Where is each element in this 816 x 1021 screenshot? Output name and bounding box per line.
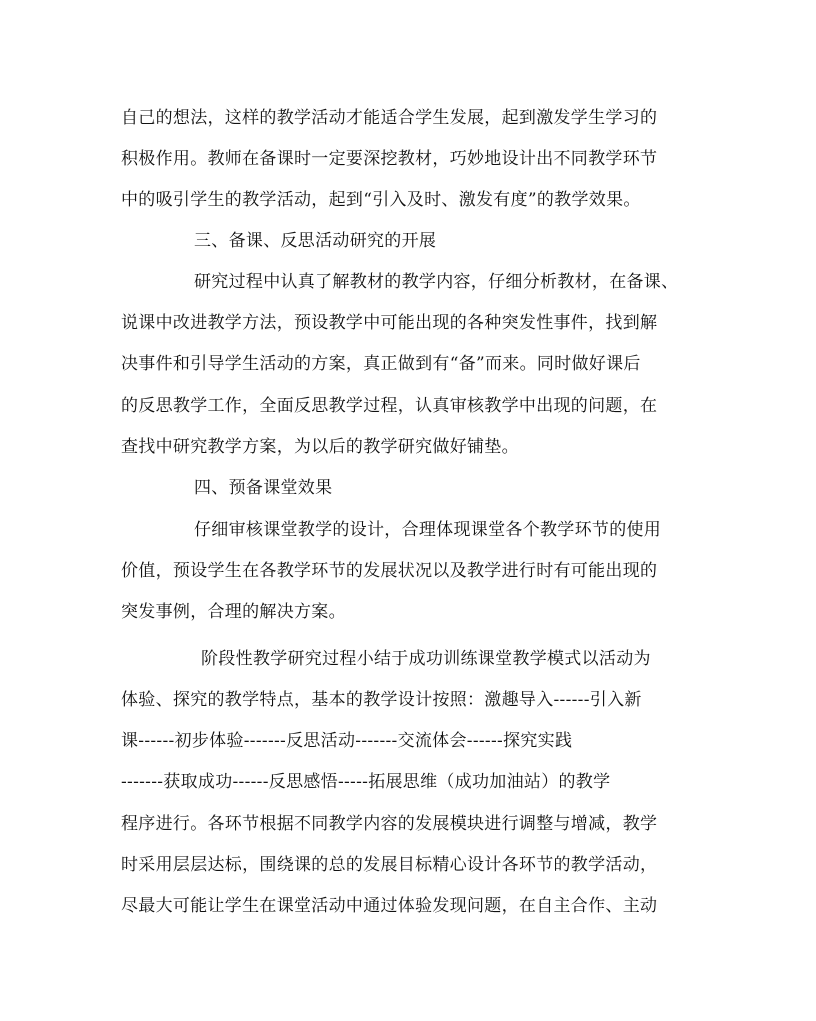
section-heading: 三、备课、反思活动研究的开展: [194, 231, 437, 251]
paragraph-line: 课------初步体验-------反思活动-------交流体会------探究实践: [121, 731, 573, 751]
paragraph-line: 时采用层层达标，围绕课的总的发展目标精心设计各环节的教学活动，: [121, 855, 658, 875]
paragraph-line: 体验、探究的教学特点，基本的教学设计按照：激趣导入------引入新: [121, 690, 642, 710]
paragraph-line: -------获取成功------反思感悟-----拓展思维（成功加油站）的教学: [121, 772, 611, 792]
paragraph-line: 说课中改进教学方法，预设教学中可能出现的各种突发性事件，找到解: [121, 313, 658, 333]
paragraph-line: 自己的想法，这样的教学活动才能适合学生发展，起到激发学生学习的: [121, 108, 658, 128]
paragraph-line: 价值，预设学生在各教学环节的发展状况以及教学进行时有可能出现的: [121, 561, 658, 581]
paragraph-line: 程序进行。各环节根据不同教学内容的发展模块进行调整与增减，教学: [121, 814, 658, 834]
paragraph-line: 尽最大可能让学生在课堂活动中通过体验发现问题，在自主合作、主动: [121, 896, 658, 916]
paragraph-line: 仔细审核课堂教学的设计，合理体现课堂各个教学环节的使用: [194, 520, 662, 540]
paragraph-line: 的反思教学工作，全面反思教学过程，认真审核教学中出现的问题，在: [121, 396, 658, 416]
paragraph-line: 突发事例，合理的解决方案。: [121, 602, 346, 622]
paragraph-line: 积极作用。教师在备课时一定要深挖教材，巧妙地设计出不同教学环节: [121, 149, 658, 169]
paragraph-line: 中的吸引学生的教学活动，起到“引入及时、激发有度”的教学效果。: [121, 190, 641, 210]
paragraph-line: 查找中研究教学方案，为以后的教学研究做好铺垫。: [121, 437, 519, 457]
paragraph-line: 决事件和引导学生活动的方案，真正做到有“备”而来。同时做好课后: [121, 354, 641, 374]
paragraph-line: 研究过程中认真了解教材的教学内容，仔细分析教材，在备课、: [194, 272, 679, 292]
paragraph-line: 阶段性教学研究过程小结于成功训练课堂教学模式以活动为: [201, 649, 651, 669]
section-heading: 四、预备课堂效果: [194, 478, 333, 498]
